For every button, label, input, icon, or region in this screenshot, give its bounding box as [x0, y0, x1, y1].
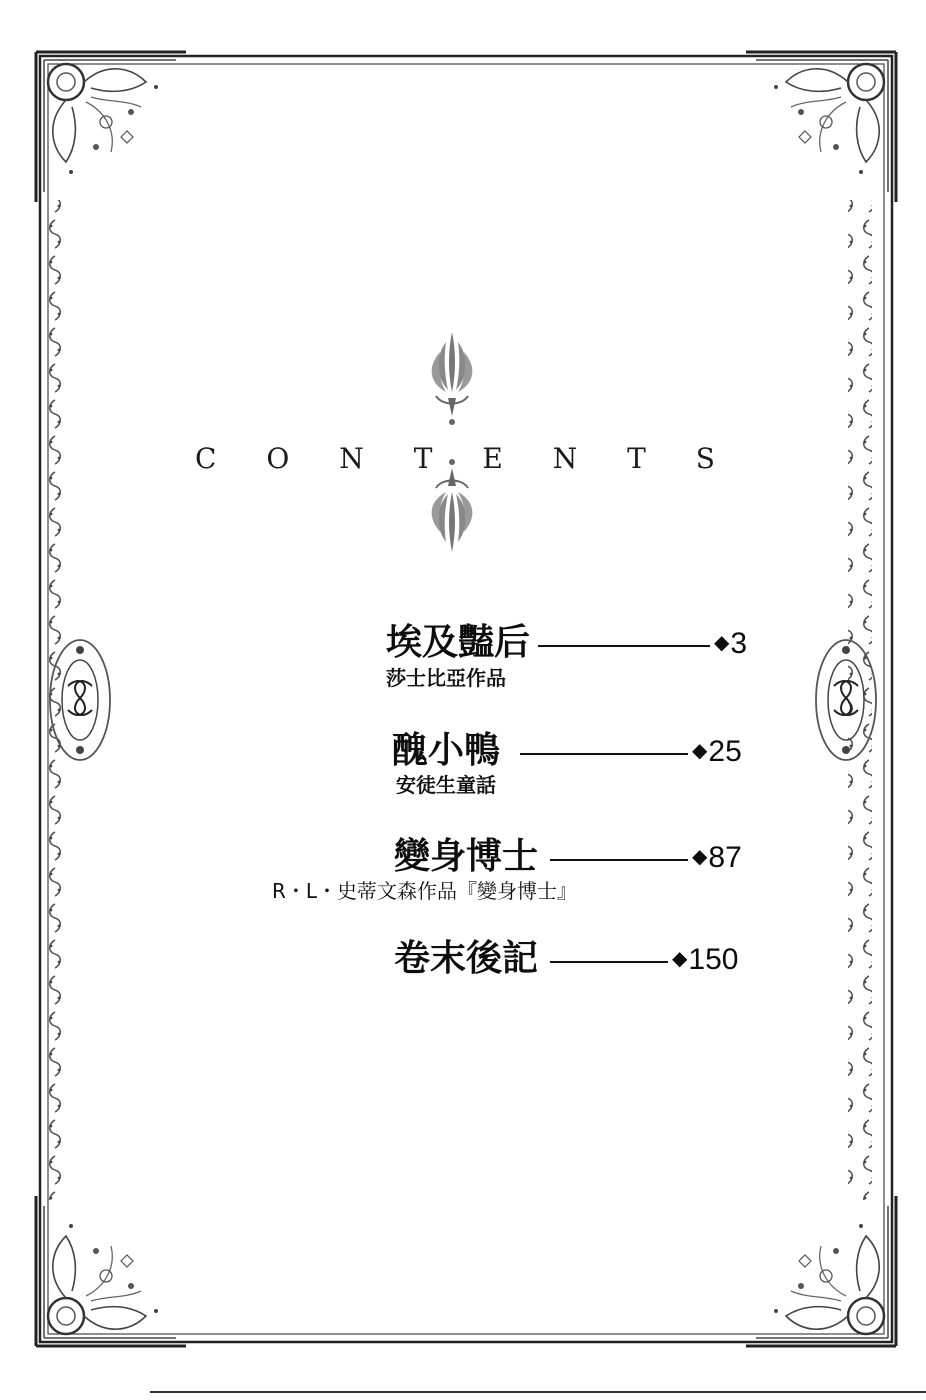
contents-entry[interactable]: [0, 623, 926, 693]
leader-line: [538, 645, 710, 647]
entry-page-number: ◆150: [672, 943, 739, 976]
leader-line: [550, 859, 688, 861]
contents-entry[interactable]: [0, 939, 926, 989]
leader-line: [520, 753, 688, 755]
entry-title: 埃及豔后: [386, 622, 531, 663]
entry-title: 卷末後記: [394, 938, 539, 979]
contents-heading: [195, 438, 715, 478]
entry-subtitle: R・L・史蒂文森作品『變身博士』: [272, 879, 578, 903]
entry-subtitle: 莎士比亞作品: [386, 666, 506, 690]
title-letter: N: [339, 441, 364, 475]
entry-page-number: ◆87: [692, 841, 742, 874]
title-letter: O: [266, 441, 290, 475]
leader-line: [550, 961, 668, 963]
title-letter: S: [695, 441, 715, 475]
title-letter: E: [482, 441, 503, 475]
title-letter: T: [413, 441, 433, 475]
title-letter: C: [195, 441, 217, 475]
title-letter: T: [627, 441, 646, 475]
entry-page-number: ◆3: [714, 627, 748, 660]
entry-subtitle: 安徒生童話: [396, 773, 496, 797]
contents-entry[interactable]: [0, 731, 926, 801]
entry-page-number: ◆25: [692, 735, 742, 768]
contents-entry[interactable]: [0, 837, 926, 907]
title-letter: N: [552, 441, 578, 475]
entry-title: 醜小鴨: [392, 730, 501, 771]
entry-title: 變身博士: [394, 836, 539, 877]
